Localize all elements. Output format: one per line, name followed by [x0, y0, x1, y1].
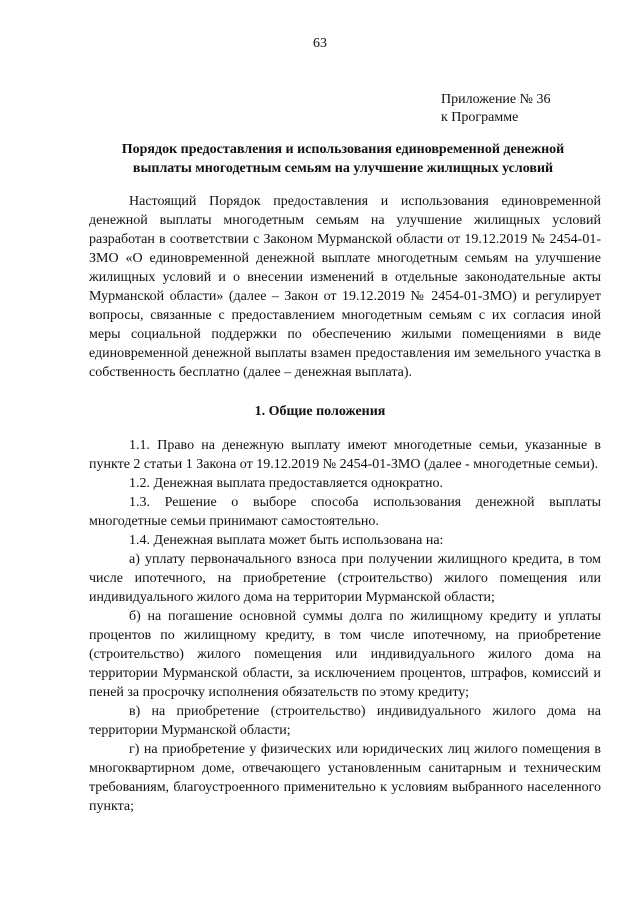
- clause-1-3: 1.3. Решение о выборе способа использования денежной выплаты многодетные семьи принимают самостоятельно.: [89, 495, 601, 529]
- page-number: 63: [313, 36, 327, 51]
- clause-1-1: 1.1. Право на денежную выплату имеют многодетные семьи, указанные в пункте 2 статьи 1 Закона от 19.12.2019 № 2454-01-ЗМО (далее - многодетные семьи).: [89, 438, 601, 472]
- appendix-program: к Программе: [441, 110, 519, 125]
- item-b: б) на погашение основной суммы долга по жилищному кредиту и уплаты процентов по жилищному кредиту, в том числе ипотечному, на приобретение (строительство) жилого помещения или индивидуального жилого дома на территории Мурманской области, за исключением процентов, штрафов, комиссий и пеней за просрочку исполнения обязательств по этому кредиту;: [89, 609, 601, 700]
- clause-1-2: 1.2. Денежная выплата предоставляется однократно.: [129, 476, 444, 491]
- document-title: Порядок предоставления и использования единовременной денежной выплаты многодетным семьям на улучшение жилищных условий: [121, 142, 565, 176]
- item-a: а) уплату первоначального взноса при получении жилищного кредита, в том числе ипотечного, на приобретение (строительство) жилого помещения или индивидуального жилого дома на территории Мурманской области;: [89, 552, 601, 605]
- intro-paragraph: [89, 192, 601, 382]
- section-heading: 1. Общие положения: [254, 404, 386, 419]
- appendix-number: Приложение № 36: [441, 92, 551, 107]
- section-body: [89, 436, 601, 816]
- clause-1-4: 1.4. Денежная выплата может быть использована на:: [129, 533, 444, 548]
- item-v: в) на приобретение (строительство) индивидуального жилого дома на территории Мурманской области;: [89, 704, 601, 738]
- item-g: г) на приобретение у физических или юридических лиц жилого помещения в многоквартирном доме, отвечающего установленным санитарным и техническим требованиям, благоустроенного применительно к условиям выбранного населенного пункта;: [89, 742, 601, 814]
- intro-text: Настоящий Порядок предоставления и использования единовременной денежной выплаты многодетным семьям на улучшение жилищных условий разработан в соответствии с Законом Мурманской области от 19.12.2019 № 2454-01-ЗМО «О единовременной денежной выплате многодетным семьям на улучшение жилищных условий и о внесении изменений в отдельные законодательные акты Мурманской области» (далее – Закон от 19.12.2019 № 2454-01-ЗМО) и регулирует вопросы, связанные с предоставлением многодетным семьям с их согласия иной меры социальной поддержки по обеспечению жилыми помещениями в виде единовременной денежной выплаты взамен предоставления им земельного участка в собственность бесплатно (далее – денежная выплата).: [89, 194, 601, 380]
- appendix-reference: [441, 91, 551, 127]
